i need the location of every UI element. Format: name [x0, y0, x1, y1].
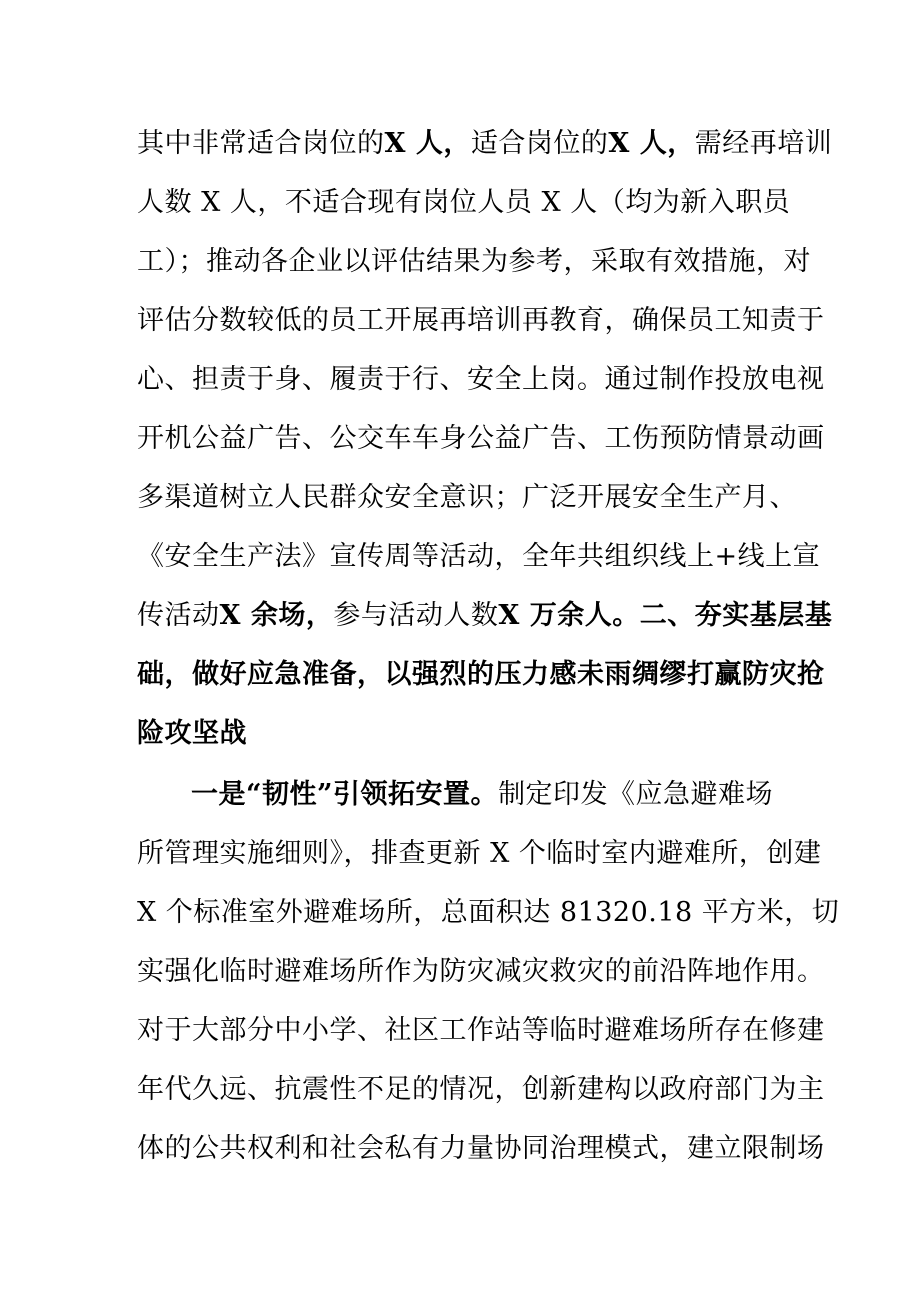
- text-line-14: X 个标准室外避难场所，总面积达 81320.18 平方米，切: [137, 897, 840, 928]
- text-line-9: [137, 598, 833, 634]
- text-line-15: 实强化临时避难场所作为防灾减灾救灾的前沿阵地作用。: [137, 956, 825, 987]
- text-segment: 需经再培训: [694, 128, 833, 159]
- text-line-6: 开机公益广告、公交车车身公益广告、工伤预防情景动画: [137, 423, 825, 454]
- text-line-17: 年代久远、抗震性不足的情况，创新建构以政府部门为主: [137, 1074, 825, 1105]
- section-heading-line: 险攻坚战: [137, 718, 247, 749]
- text-line-1: [137, 126, 833, 162]
- text-segment: 适合岗位的: [470, 128, 609, 159]
- text-line-2: 人数 X 人，不适合现有岗位人员 X 人（均为新入职员: [137, 187, 791, 218]
- text-line-5: 心、担责于身、履责于行、安全上岗。通过制作投放电视: [137, 364, 825, 395]
- bold-segment: X 人，: [384, 128, 471, 159]
- text-segment: 传活动: [137, 600, 220, 631]
- text-line-4: 评估分数较低的员工开展再培训再教育，确保员工知责于: [137, 305, 825, 336]
- text-segment: 其中非常适合岗位的: [137, 128, 385, 159]
- text-line-12: [191, 777, 841, 813]
- bold-segment: X 余场，: [219, 600, 334, 631]
- text-line-3: 工）；推动各企业以评估结果为参考，采取有效措施，对: [137, 246, 811, 277]
- text-line-8: 《安全生产法》宣传周等活动，全年共组织线上+线上宣: [137, 541, 821, 572]
- text-segment: 参与活动人数: [333, 600, 499, 631]
- subheading-segment: 一是“韧性”引领拓安置。: [191, 779, 499, 810]
- text-line-13: 所管理实施细则》，排查更新 X 个临时室内避难所，创建: [137, 838, 822, 869]
- text-line-7: 多渠道树立人民群众安全意识；广泛开展安全生产月、: [137, 482, 797, 513]
- text-line-18: 体的公共权利和社会私有力量协同治理模式，建立限制场: [137, 1133, 825, 1164]
- section-heading-line: 础，做好应急准备，以强烈的压力感未雨绸缪打赢防灾抢: [137, 659, 825, 690]
- text-segment: 制定印发《应急避难场: [498, 779, 774, 810]
- bold-segment: X 万余人。二、夯实基层基: [498, 600, 833, 631]
- bold-segment: X 人，: [608, 128, 695, 159]
- text-line-16: 对于大部分中小学、社区工作站等临时避难场所存在修建: [137, 1015, 825, 1046]
